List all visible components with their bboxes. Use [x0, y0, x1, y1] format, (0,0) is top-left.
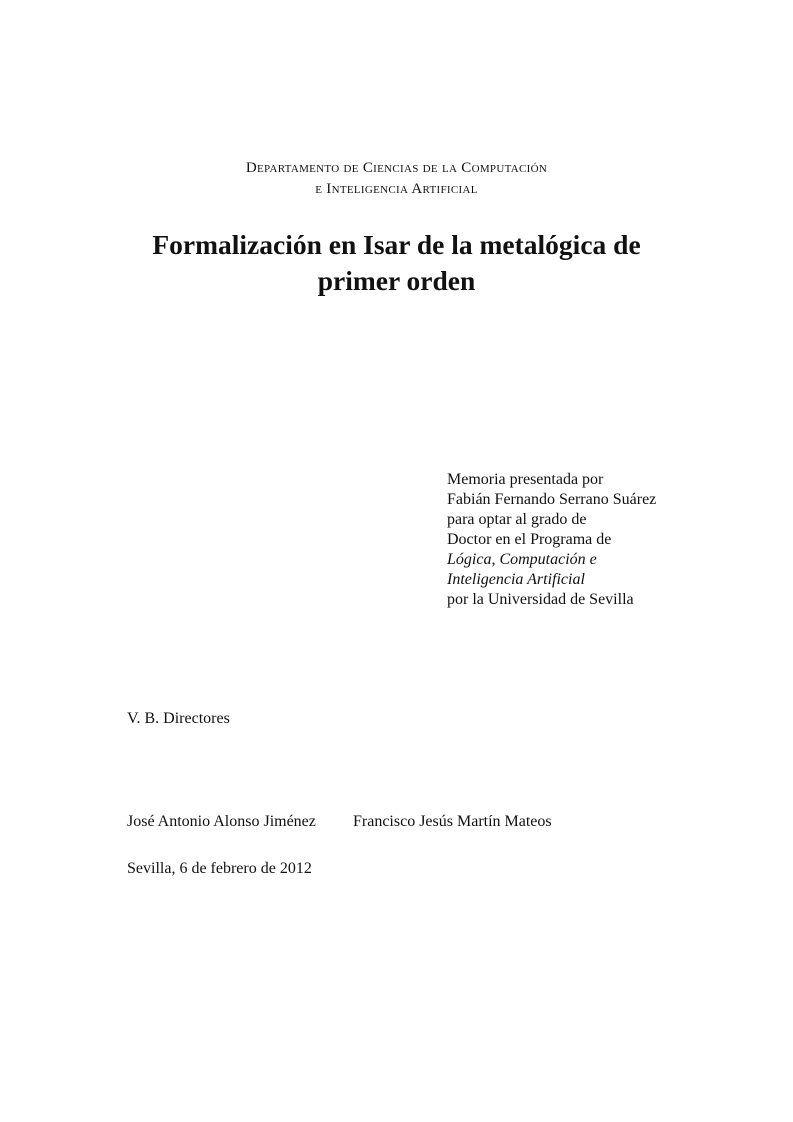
department-name-line2: e Inteligencia Artificial	[315, 181, 478, 197]
submission-line: para optar al grado de	[447, 511, 587, 528]
place-date: Sevilla, 6 de febrero de 2012	[127, 860, 312, 877]
submission-statement	[447, 470, 656, 610]
thesis-title-line2: primer orden	[317, 265, 476, 296]
university-line: por la Universidad de Sevilla	[447, 591, 634, 608]
author-name: Fabián Fernando Serrano Suárez	[447, 491, 657, 508]
program-name-line1: Lógica, Computación e	[447, 551, 597, 568]
approval-label: V. B. Directores	[127, 710, 230, 727]
director-name-2: Francisco Jesús Martín Mateos	[353, 813, 552, 830]
thesis-title-line1: Formalización en Isar de la metalógica de	[152, 229, 641, 260]
submission-line: Doctor en el Programa de	[447, 531, 612, 548]
department-name-line1: Departamento de Ciencias de la Computación	[245, 160, 548, 176]
submission-line: Memoria presentada por	[447, 471, 604, 488]
program-name-line2: Inteligencia Artificial	[447, 571, 585, 588]
director-name-1: José Antonio Alonso Jiménez	[127, 813, 316, 830]
